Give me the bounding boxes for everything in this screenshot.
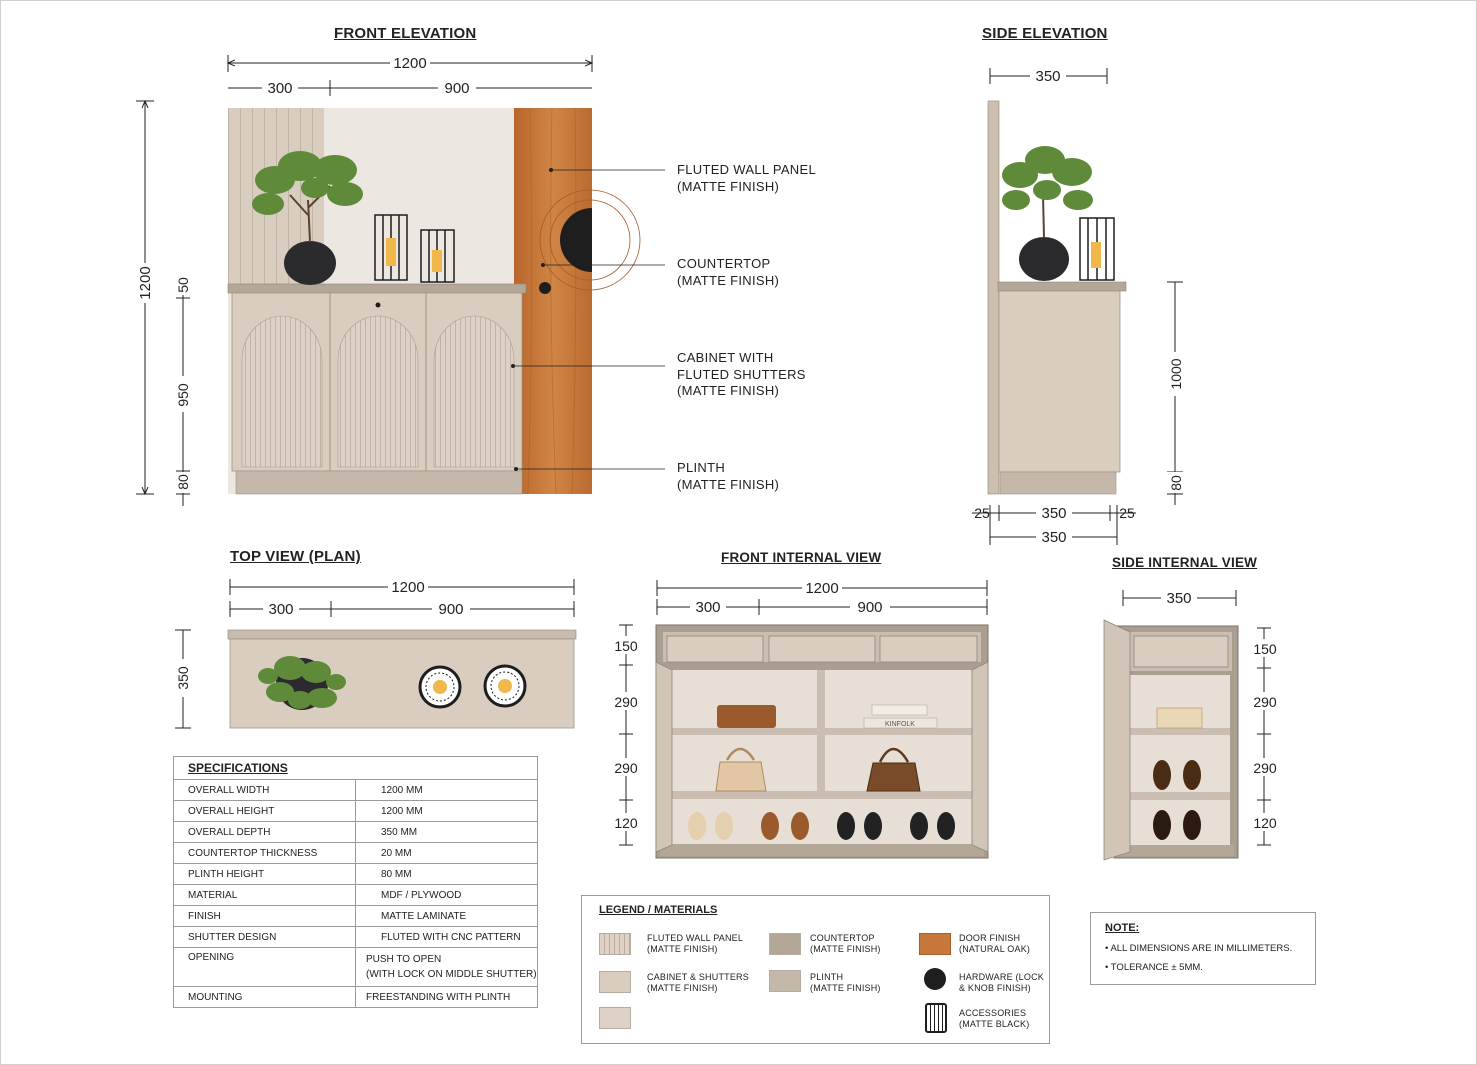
shelf-1 — [672, 728, 972, 735]
front-height-label: 1200 — [137, 266, 154, 300]
side-mid-label: 350 — [1041, 505, 1067, 522]
front-internal-view — [610, 578, 988, 858]
top-lantern-icon-2 — [485, 666, 525, 706]
table-row: OVERALL HEIGHT 1200 MM — [174, 801, 538, 822]
si-h2-label: 290 — [1253, 694, 1277, 710]
si-shelf-1 — [1130, 728, 1230, 735]
drawer-1 — [667, 636, 763, 662]
si-depth-label: 350 — [1166, 590, 1192, 607]
front-elevation — [135, 52, 665, 506]
side-cabinet — [999, 291, 1120, 472]
fi-width-label: 1200 — [805, 580, 839, 597]
cabinet-swatch — [599, 971, 631, 993]
side-right-offset-label: 25 — [1119, 505, 1135, 521]
table-row: FINISH MATTE LAMINATE — [174, 906, 538, 927]
si-h4-label: 120 — [1253, 815, 1277, 831]
book-icon — [872, 705, 927, 715]
top-w1-label: 300 — [268, 601, 294, 618]
fi-h1-label: 150 — [614, 638, 638, 654]
storage-box-icon — [717, 705, 776, 728]
note-line: • TOLERANCE ± 5MM. — [1105, 962, 1203, 973]
lock-icon — [376, 303, 381, 308]
side-depth-label: 350 — [1035, 68, 1061, 85]
specifications-table — [173, 756, 538, 1008]
drawer-2 — [769, 636, 875, 662]
side-plinth — [1000, 472, 1116, 494]
wall-swatch — [599, 1007, 631, 1029]
table-row: OVERALL WIDTH 1200 MM — [174, 780, 538, 801]
table-row: MATERIAL MDF / PLYWOOD — [174, 885, 538, 906]
note-title: NOTE: — [1105, 922, 1140, 934]
shelf-2 — [672, 791, 972, 799]
top-view — [174, 577, 576, 728]
si-shelf-2 — [1130, 792, 1230, 800]
note-line: • ALL DIMENSIONS ARE IN MILLIMETERS. — [1105, 943, 1293, 954]
side-internal-title: SIDE INTERNAL VIEW — [1112, 555, 1258, 570]
table-row: MOUNTING FREESTANDING WITH PLINTH — [174, 987, 538, 1008]
countertop-swatch — [769, 933, 801, 955]
plinth — [236, 471, 522, 494]
front-countertop-label: 50 — [175, 277, 191, 293]
side-wall-panel — [988, 101, 999, 494]
front-elevation-title: FRONT ELEVATION — [334, 25, 477, 42]
fluted-shutter-middle — [338, 316, 418, 467]
top-lantern-icon — [420, 667, 460, 707]
fluted-shutter-right — [434, 316, 514, 467]
si-h3-label: 290 — [1253, 760, 1277, 776]
accessories-lantern-icon — [925, 1003, 947, 1033]
side-left-offset-label: 25 — [974, 505, 990, 521]
callout-cabinet: CABINET WITH FLUTED SHUTTERS (MATTE FINISH) — [677, 350, 806, 398]
open-door-right — [972, 662, 988, 852]
si-drawer — [1134, 636, 1228, 667]
top-width-label: 1200 — [391, 579, 425, 596]
legend-label: DOOR FINISH (NATURAL OAK) — [959, 933, 1031, 954]
side-lantern-icon — [1080, 218, 1114, 280]
front-internal-title: FRONT INTERNAL VIEW — [721, 550, 882, 565]
top-depth-label: 350 — [175, 666, 191, 690]
front-w1-label: 300 — [267, 80, 293, 97]
table-row: PLINTH HEIGHT 80 MM — [174, 864, 538, 885]
fi-h3-label: 290 — [614, 760, 638, 776]
table-row: COUNTERTOP THICKNESS 20 MM — [174, 843, 538, 864]
plinth-swatch — [769, 970, 801, 992]
legend-label: HARDWARE (LOCK & KNOB FINISH) — [959, 972, 1044, 993]
legend-label: COUNTERTOP (MATTE FINISH) — [810, 933, 881, 954]
top-view-title: TOP VIEW (PLAN) — [230, 548, 361, 565]
legend-label: ACCESSORIES (MATTE BLACK) — [959, 1008, 1030, 1029]
si-h1-label: 150 — [1253, 641, 1277, 657]
legend-label: PLINTH (MATTE FINISH) — [810, 972, 881, 993]
legend-materials — [581, 895, 1050, 1044]
drawer-3 — [880, 636, 977, 662]
door-knob-icon — [539, 282, 551, 294]
side-elevation-title: SIDE ELEVATION — [982, 25, 1108, 42]
side-elevation — [972, 66, 1184, 547]
countertop — [228, 284, 526, 293]
fi-h4-label: 120 — [614, 815, 638, 831]
front-plinth-label: 80 — [175, 474, 191, 490]
callout-fluted-wall-panel: FLUTED WALL PANEL (MATTE FINISH) — [677, 162, 816, 194]
specifications-title: SPECIFICATIONS — [174, 757, 538, 780]
callout-plinth: PLINTH (MATTE FINISH) — [677, 460, 780, 492]
oak-door — [514, 108, 592, 494]
side-plinth-label: 80 — [1168, 475, 1184, 491]
fluted-shutter-left — [242, 316, 322, 467]
hardware-icon — [924, 968, 946, 990]
fluted-panel-swatch — [599, 933, 631, 955]
book-label: KINFOLK — [885, 721, 915, 728]
fi-h2-label: 290 — [614, 694, 638, 710]
front-width-label: 1200 — [393, 55, 427, 72]
top-w2-label: 900 — [438, 601, 464, 618]
callout-countertop: COUNTERTOP (MATTE FINISH) — [677, 256, 780, 288]
side-height-label: 1000 — [1168, 358, 1184, 390]
side-countertop — [998, 282, 1126, 291]
open-door-left — [656, 662, 672, 852]
fi-w1-label: 300 — [695, 599, 721, 616]
fi-w2-label: 900 — [857, 599, 883, 616]
table-row: OVERALL DEPTH 350 MM — [174, 822, 538, 843]
table-row: OPENING PUSH TO OPEN (WITH LOCK ON MIDDLE SHUTTER) — [174, 948, 538, 987]
si-open-door — [1104, 620, 1130, 860]
oak-swatch — [919, 933, 951, 955]
side-internal-view — [1104, 588, 1282, 860]
note-box — [1090, 912, 1316, 985]
legend-label: CABINET & SHUTTERS (MATTE FINISH) — [647, 972, 749, 993]
table-row: SHUTTER DESIGN FLUTED WITH CNC PATTERN — [174, 927, 538, 948]
front-cabinet-height-label: 950 — [175, 383, 191, 407]
side-bottom-depth-label: 350 — [1041, 529, 1067, 546]
legend-title: LEGEND / MATERIALS — [599, 904, 718, 916]
front-w2-label: 900 — [444, 80, 470, 97]
legend-label: FLUTED WALL PANEL (MATTE FINISH) — [647, 933, 744, 954]
si-box-icon — [1157, 708, 1202, 728]
